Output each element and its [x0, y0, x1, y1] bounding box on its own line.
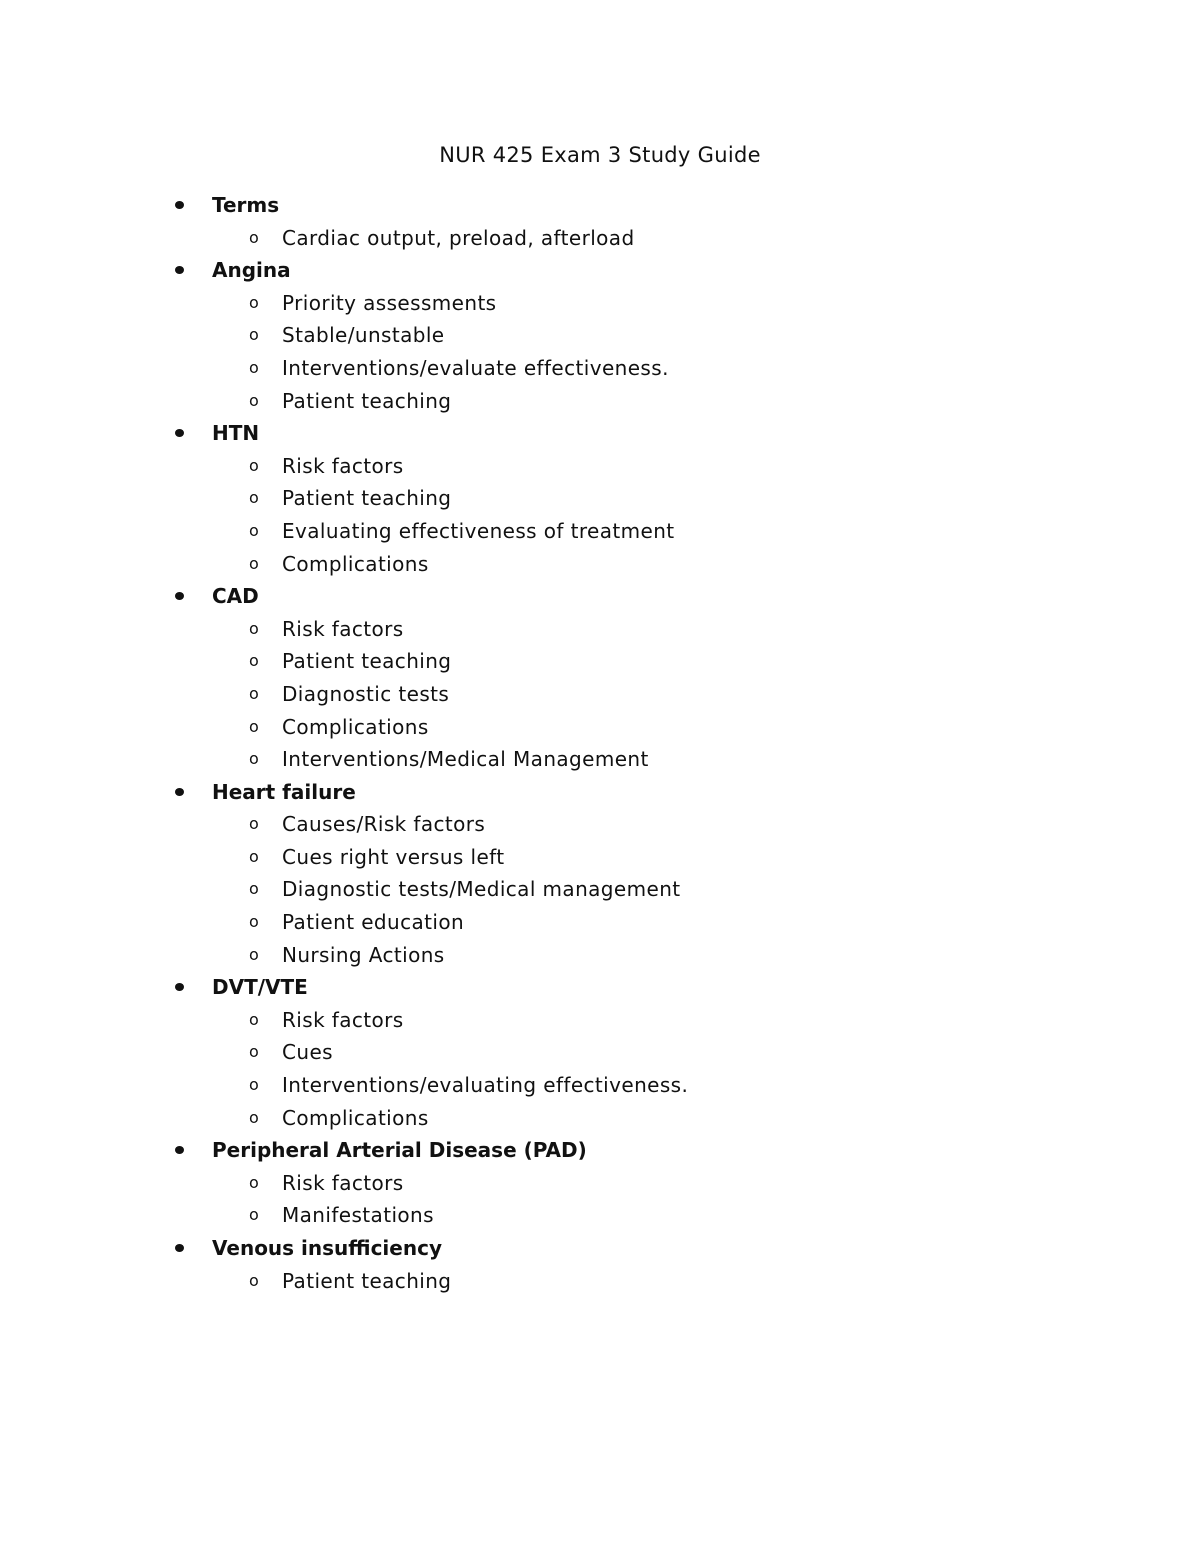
subtopic-text: Stable/unstable: [282, 323, 445, 348]
subtopic-item: [0, 352, 1200, 385]
sub-bullet-marker: o: [249, 814, 259, 834]
bullet-dot-icon: [175, 983, 184, 991]
subtopic-item: [0, 222, 1200, 255]
subtopic-item: [0, 385, 1200, 418]
subtopic-text: Complications: [282, 551, 429, 576]
topic-heading: [0, 254, 1200, 287]
sub-bullet-marker: o: [249, 553, 259, 573]
topic-heading-text: Heart failure: [212, 779, 356, 804]
topic-heading-text: Angina: [212, 258, 291, 283]
topic-heading-text: HTN: [212, 421, 260, 446]
bullet-dot-icon: [175, 788, 184, 796]
sub-bullet-marker: o: [249, 618, 259, 638]
subtopic-text: Diagnostic tests/Medical management: [282, 877, 681, 902]
subtopic-text: Patient education: [282, 910, 465, 935]
sub-bullet-marker: o: [249, 1009, 259, 1029]
subtopic-text: Interventions/Medical Management: [282, 747, 649, 772]
subtopic-item: [0, 515, 1200, 548]
subtopic-item: [0, 1069, 1200, 1102]
subtopic-text: Risk factors: [282, 453, 404, 478]
subtopic-item: [0, 711, 1200, 744]
subtopic-item: [0, 287, 1200, 320]
topic-heading: [0, 189, 1200, 222]
subtopic-text: Cardiac output, preload, afterload: [282, 225, 635, 250]
subtopic-text: Patient teaching: [282, 1268, 452, 1293]
topic-heading-text: CAD: [212, 584, 259, 609]
sub-bullet-marker: o: [249, 1075, 259, 1095]
sub-bullet-marker: o: [249, 716, 259, 736]
topic-heading: [0, 1134, 1200, 1167]
subtopic-item: [0, 906, 1200, 939]
subtopic-text: Manifestations: [282, 1203, 434, 1228]
subtopic-text: Complications: [282, 1105, 429, 1130]
subtopic-item: [0, 808, 1200, 841]
bullet-dot-icon: [175, 266, 184, 274]
subtopic-text: Complications: [282, 714, 429, 739]
subtopic-item: [0, 873, 1200, 906]
document-title: NUR 425 Exam 3 Study Guide: [439, 143, 761, 167]
topic-heading-text: DVT/VTE: [212, 975, 308, 1000]
subtopic-text: Risk factors: [282, 1007, 404, 1032]
subtopic-item: [0, 613, 1200, 646]
sub-bullet-marker: o: [249, 651, 259, 671]
sub-bullet-marker: o: [249, 912, 259, 932]
subtopic-item: [0, 645, 1200, 678]
subtopic-item: [0, 841, 1200, 874]
sub-bullet-marker: o: [249, 944, 259, 964]
sub-bullet-marker: o: [249, 227, 259, 247]
bullet-dot-icon: [175, 201, 184, 209]
topic-heading-text: Terms: [212, 193, 280, 217]
topic-heading: [0, 776, 1200, 809]
subtopic-text: Priority assessments: [282, 290, 497, 315]
sub-bullet-marker: o: [249, 520, 259, 540]
topic-heading: [0, 580, 1200, 613]
subtopic-item: [0, 1102, 1200, 1135]
sub-bullet-marker: o: [249, 292, 259, 312]
topic-heading-text: Venous insufficiency: [212, 1236, 442, 1260]
sub-bullet-marker: o: [249, 325, 259, 345]
subtopic-text: Evaluating effectiveness of treatment: [282, 518, 675, 543]
sub-bullet-marker: o: [249, 455, 259, 475]
subtopic-item: [0, 450, 1200, 483]
subtopic-text: Patient teaching: [282, 388, 452, 413]
subtopic-text: Diagnostic tests: [282, 681, 450, 706]
subtopic-text: Interventions/evaluate effectiveness.: [282, 355, 669, 380]
bullet-dot-icon: [175, 1146, 184, 1154]
sub-bullet-marker: o: [249, 1107, 259, 1127]
sub-bullet-marker: o: [249, 357, 259, 377]
subtopic-text: Risk factors: [282, 1170, 404, 1195]
bullet-dot-icon: [175, 592, 184, 600]
subtopic-text: Nursing Actions: [282, 942, 445, 967]
subtopic-item: [0, 482, 1200, 515]
topic-heading-text: Peripheral Arterial Disease (PAD): [212, 1138, 587, 1163]
subtopic-item: [0, 1036, 1200, 1069]
sub-bullet-marker: o: [249, 488, 259, 508]
subtopic-text: Risk factors: [282, 616, 404, 641]
subtopic-text: Cues right versus left: [282, 844, 505, 869]
subtopic-item: [0, 1265, 1200, 1298]
sub-bullet-marker: o: [249, 879, 259, 899]
subtopic-item: [0, 1167, 1200, 1200]
subtopic-item: [0, 548, 1200, 581]
subtopic-text: Patient teaching: [282, 649, 452, 674]
sub-bullet-marker: o: [249, 390, 259, 410]
sub-bullet-marker: o: [249, 1172, 259, 1192]
subtopic-item: [0, 319, 1200, 352]
subtopic-item: [0, 1199, 1200, 1232]
topic-heading: [0, 971, 1200, 1004]
subtopic-item: [0, 1004, 1200, 1037]
subtopic-text: Causes/Risk factors: [282, 812, 486, 837]
sub-bullet-marker: o: [249, 1205, 259, 1225]
study-guide-outline: [0, 189, 1200, 1297]
topic-heading: [0, 1232, 1200, 1265]
subtopic-text: Interventions/evaluating effectiveness.: [282, 1073, 689, 1098]
subtopic-item: [0, 743, 1200, 776]
bullet-dot-icon: [175, 429, 184, 437]
sub-bullet-marker: o: [249, 749, 259, 769]
sub-bullet-marker: o: [249, 1042, 259, 1062]
subtopic-text: Patient teaching: [282, 486, 452, 511]
sub-bullet-marker: o: [249, 1270, 259, 1290]
bullet-dot-icon: [175, 1244, 184, 1252]
sub-bullet-marker: o: [249, 683, 259, 703]
subtopic-item: [0, 678, 1200, 711]
subtopic-text: Cues: [282, 1040, 333, 1065]
subtopic-item: [0, 939, 1200, 972]
topic-heading: [0, 417, 1200, 450]
sub-bullet-marker: o: [249, 846, 259, 866]
